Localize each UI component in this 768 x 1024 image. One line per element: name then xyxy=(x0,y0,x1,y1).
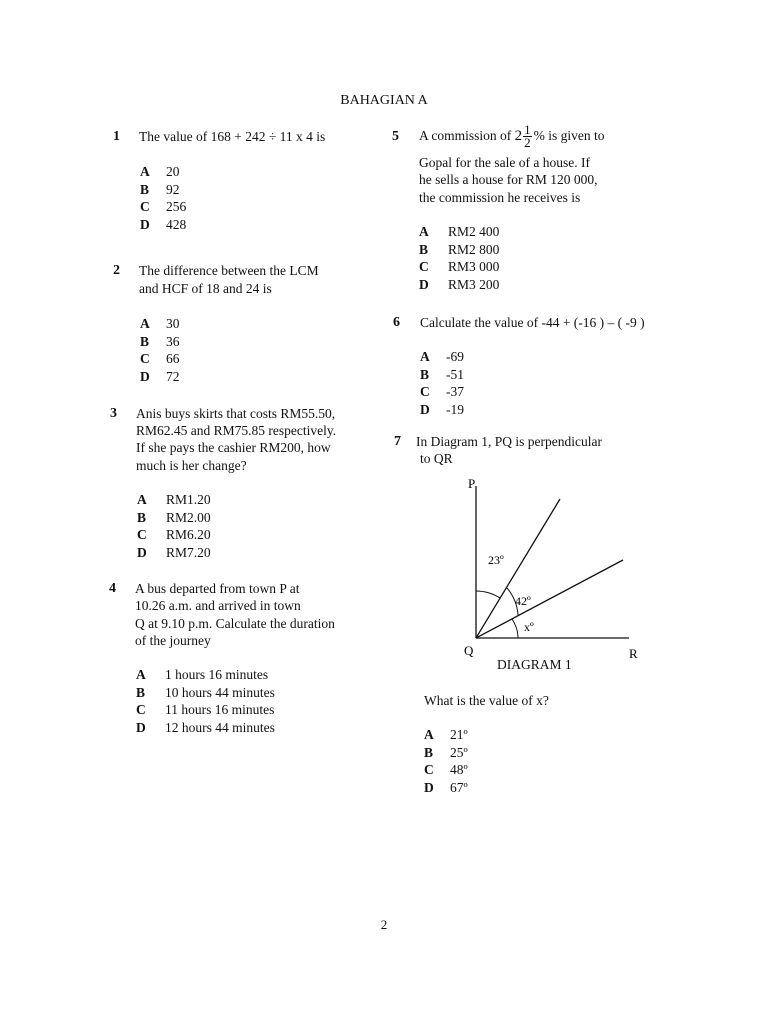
question-number: 6 xyxy=(393,315,400,330)
question-text: The value of 168 + 242 ÷ 11 x 4 is xyxy=(139,129,326,144)
question-text-line: The difference between the LCM xyxy=(139,263,319,278)
question-text-line: Q at 9.10 p.m. Calculate the duration xyxy=(135,616,335,631)
question-text-line: Anis buys skirts that costs RM55.50, xyxy=(136,406,336,421)
question-text-line: Gopal for the sale of a house. If xyxy=(419,155,590,170)
ray-2 xyxy=(476,560,623,638)
label-p: P xyxy=(468,476,476,491)
arc-23 xyxy=(476,591,500,598)
question-number: 3 xyxy=(110,406,117,421)
question-prompt: What is the value of x? xyxy=(424,693,549,708)
question-text-line: to QR xyxy=(420,451,453,466)
label-r: R xyxy=(629,646,638,661)
arc-x xyxy=(512,619,518,638)
question-number: 1 xyxy=(113,129,120,144)
question-text-line: the commission he receives is xyxy=(419,190,581,205)
question-text-line: A bus departed from town P at xyxy=(135,581,300,596)
question-text-line: he sells a house for RM 120 000, xyxy=(419,172,598,187)
question-text-line: of the journey xyxy=(135,633,211,648)
question-text-line: If she pays the cashier RM200, how xyxy=(136,440,331,455)
ray-1 xyxy=(476,499,560,638)
question-text-line: RM62.45 and RM75.85 respectively. xyxy=(136,423,337,438)
question-text-line: 10.26 a.m. and arrived in town xyxy=(135,598,301,613)
question-number: 7 xyxy=(394,434,401,449)
question-text-line: and HCF of 18 and 24 is xyxy=(139,281,272,296)
question-number: 5 xyxy=(392,129,399,144)
angle-diagram xyxy=(455,472,655,682)
fraction: $\frac{1}{2}$ xyxy=(524,122,531,151)
angle-label-23: 23º xyxy=(488,553,504,567)
question-number: 4 xyxy=(109,581,116,596)
mixed-number-whole: 2 xyxy=(514,128,523,144)
question-text-line: In Diagram 1, PQ is perpendicular xyxy=(416,434,602,449)
question-text-line: A commission of 2 $\frac{1}{2}$ % is given to xyxy=(419,122,605,151)
question-text-line: much is her change? xyxy=(136,458,247,473)
page-number: 2 xyxy=(380,917,388,932)
label-q: Q xyxy=(464,643,474,658)
diagram-caption: DIAGRAM 1 xyxy=(497,657,572,672)
section-heading: BAHAGIAN A xyxy=(340,93,428,108)
question-number: 2 xyxy=(113,263,120,278)
angle-label-42: 42º xyxy=(515,594,531,608)
angle-label-x: xº xyxy=(524,620,534,634)
question-text: Calculate the value of -44 + (-16 ) – ( -9 ) xyxy=(420,315,645,330)
